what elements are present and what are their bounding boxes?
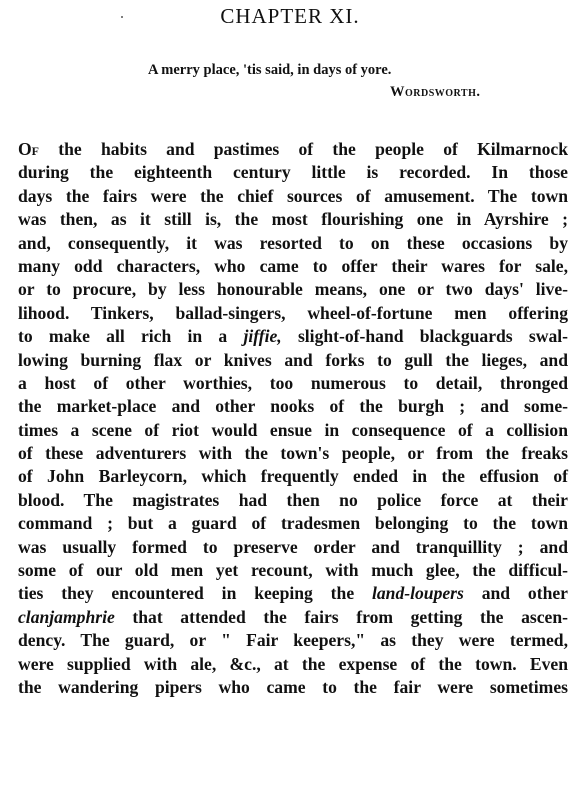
text-line — [18, 232, 568, 255]
text-segment: the habits and pastimes of the people of Kilmarnock — [39, 139, 568, 159]
text-segment: of these adventurers with the town's people, or from the freaks — [18, 443, 568, 464]
text-line — [18, 489, 568, 512]
text-segment: the market-place and other nooks of the burgh ; and some- — [18, 396, 568, 417]
text-line — [18, 442, 568, 465]
text-line — [18, 208, 568, 231]
text-segment: dency. The guard, or " Fair keepers," as they were termed, — [18, 630, 568, 651]
text-line — [18, 512, 568, 535]
text-line — [18, 653, 568, 676]
text-segment: were supplied with ale, &c., at the expense of the town. Even — [18, 653, 568, 674]
text-line — [18, 349, 568, 372]
text-segment: slight-of-hand blackguards swal- — [281, 326, 568, 347]
text-line — [18, 606, 568, 629]
text-line — [18, 582, 568, 605]
text-segment: of John Barleycorn, which frequently ended in the effusion of — [18, 466, 568, 487]
text-segment: lowing burning flax or knives and forks to gull the lieges, and — [18, 349, 568, 370]
drop-word: Of — [18, 139, 40, 159]
text-segment: to make all rich in a — [18, 326, 244, 347]
text-line — [18, 676, 568, 699]
text-line — [18, 419, 568, 442]
text-line — [18, 559, 568, 582]
text-line — [18, 185, 568, 208]
text-segment: blood. The magistrates had then no police force at their — [18, 489, 568, 510]
text-segment: a host of other worthies, too numerous to detail, thronged — [18, 372, 568, 393]
text-line — [18, 325, 568, 348]
text-segment: and other — [463, 583, 568, 604]
text-line — [18, 255, 568, 278]
text-segment: days the fairs were the chief sources of amusement. The town — [18, 185, 568, 206]
text-segment: times a scene of riot would ensue in consequence of a collision — [18, 419, 568, 440]
body-paragraph — [18, 138, 568, 699]
italic-text: clanjamphrie — [18, 606, 115, 627]
text-line — [18, 278, 568, 301]
text-segment: many odd characters, who came to offer their wares for sale, — [18, 255, 568, 276]
text-line — [18, 536, 568, 559]
text-segment: was then, as it still is, the most flourishing one in Ayrshire ; — [18, 209, 568, 230]
text-segment: or to procure, by less honourable means, one or two days' live- — [18, 279, 568, 300]
text-segment: was usually formed to preserve order and tranquillity ; and — [18, 536, 568, 557]
italic-text: jiffie, — [243, 326, 282, 347]
text-line — [18, 302, 568, 325]
text-segment: lihood. Tinkers, ballad-singers, wheel-of-fortune men offering — [18, 302, 568, 323]
epigraph-quote: A merry place, 'tis said, in days of yore. — [148, 62, 392, 78]
epigraph-author: Wordsworth. — [390, 84, 481, 100]
text-line — [18, 395, 568, 418]
text-segment: during the eighteenth century little is recorded. In those — [18, 162, 568, 183]
text-segment: and, consequently, it was resorted to on these occasions by — [18, 232, 568, 253]
italic-text: land-loupers — [371, 583, 464, 604]
text-segment: the wandering pipers who came to the fair were sometimes — [18, 676, 568, 697]
chapter-heading: CHAPTER XI. — [220, 4, 360, 28]
text-line — [18, 372, 568, 395]
text-segment: ties they encountered in keeping the — [18, 583, 372, 604]
text-line — [18, 138, 568, 161]
text-segment: command ; but a guard of tradesmen belonging to the town — [18, 513, 568, 534]
text-line — [18, 465, 568, 488]
text-segment: some of our old men yet recount, with much glee, the difficul- — [18, 560, 568, 581]
text-segment: that attended the fairs from getting the ascen- — [114, 606, 568, 627]
text-line — [18, 629, 568, 652]
text-line — [18, 161, 568, 184]
